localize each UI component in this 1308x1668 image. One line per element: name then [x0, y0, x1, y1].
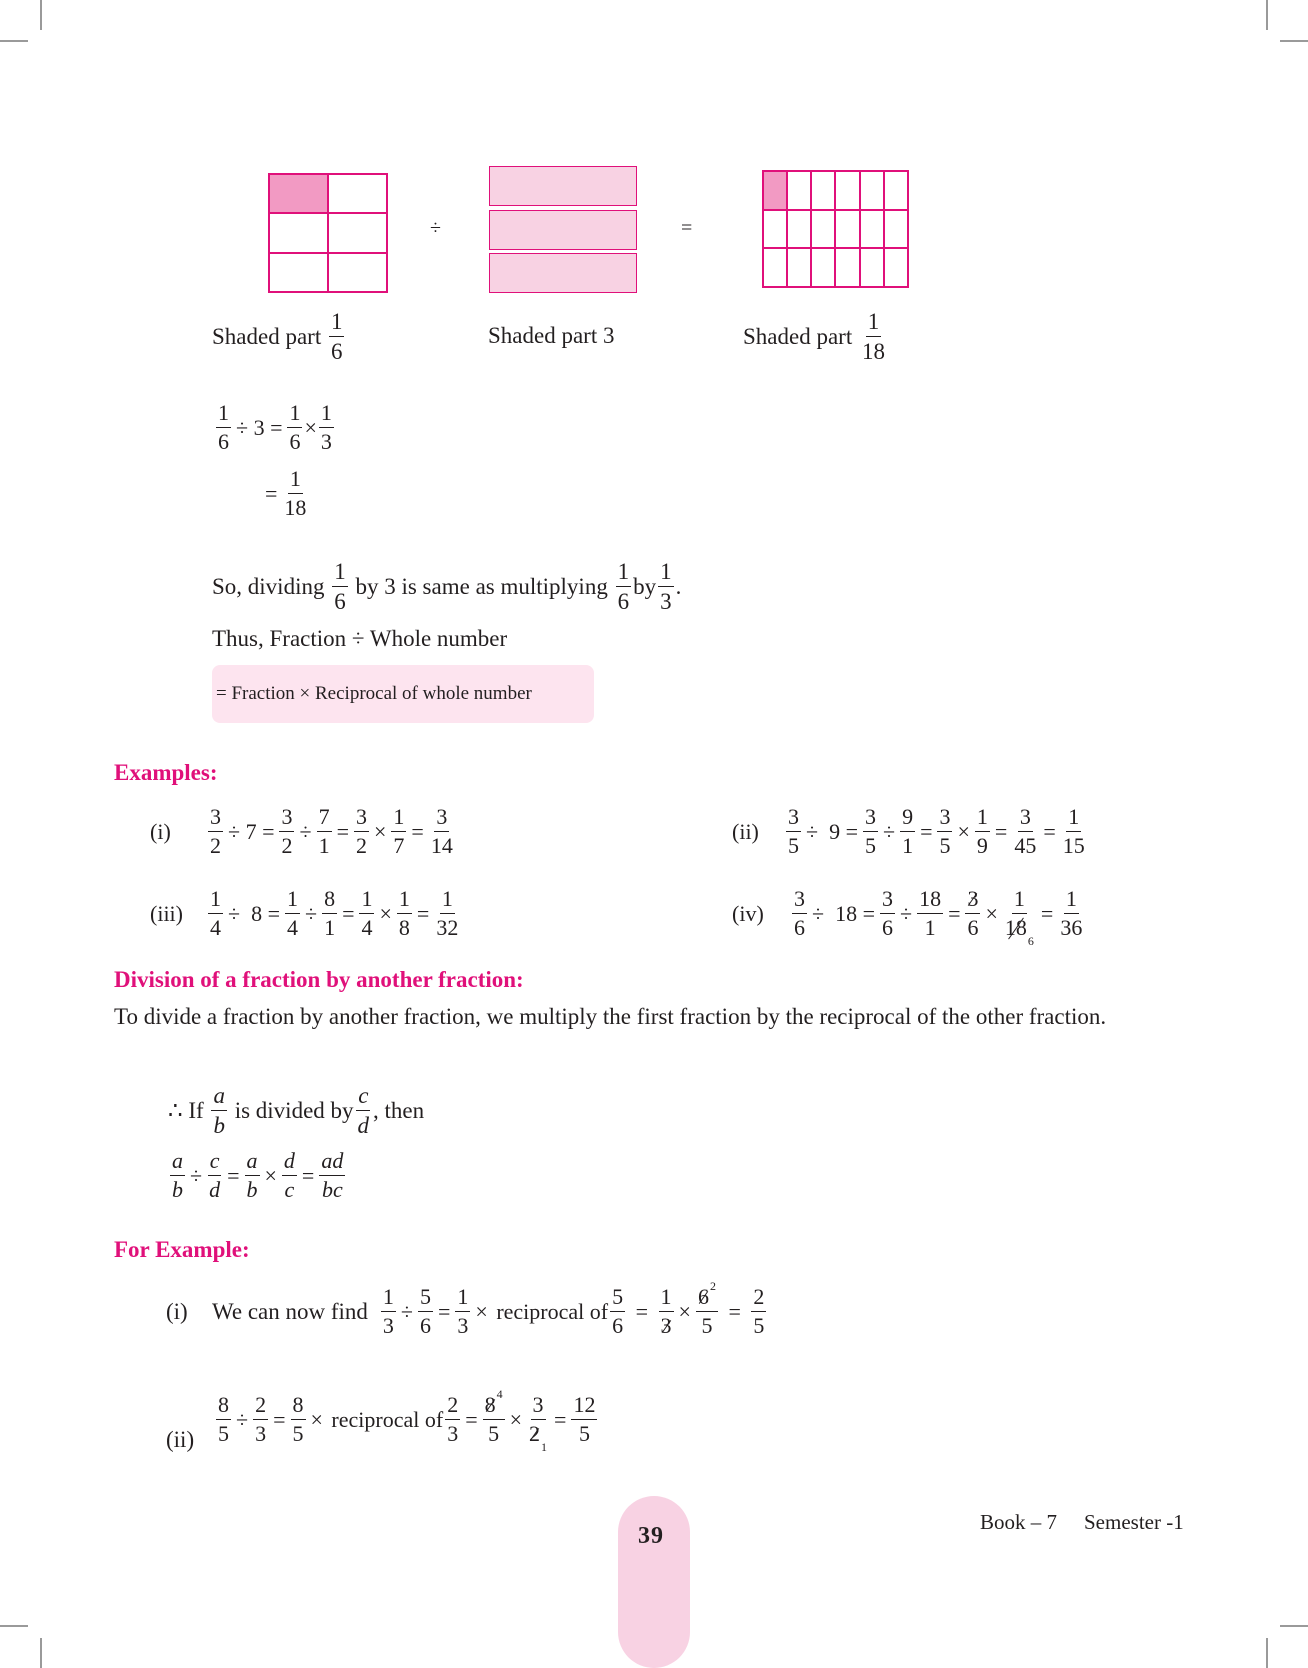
crop-mark	[1280, 1625, 1308, 1627]
general-formula: $\frac{a}{b}$ ÷ $\frac{c}{d}$ = $\frac{a}{b}$ × $\frac{d}{c}$ = $\frac{ad}{bc}$	[172, 1148, 344, 1202]
divide-symbol: ÷	[430, 217, 441, 239]
division-heading: Division of a fraction by another fraction:	[114, 967, 524, 992]
semester-label: Semester -1	[1084, 1510, 1184, 1534]
dividing-statement: So, dividing 1 6 by 3 is same as multiplying 1 6 by 1 3 .	[212, 559, 682, 614]
grid-cell	[860, 171, 884, 210]
crop-mark	[0, 1625, 28, 1627]
whole-bar	[489, 166, 637, 206]
crop-mark	[1280, 40, 1308, 42]
caption-label: Shaded part	[212, 324, 322, 349]
grid-cell	[884, 171, 908, 210]
grid-cell	[328, 253, 387, 292]
grid-cell	[269, 253, 328, 292]
derivation-line-2: = $\frac{1}{18}$	[265, 466, 307, 520]
grid-cell	[763, 248, 787, 287]
grid-cell	[811, 171, 835, 210]
grid-cell	[787, 210, 811, 249]
example-ii: (ii) $\frac{3}{5}$ ÷ 9 = $\frac{3}{5}$ ÷ $\frac{9}{1}$ = $\frac{3}{5}$ × $\frac{1}{9}$ = $\frac{3}{45}$ = $\frac{1}{15}$	[732, 804, 1085, 858]
shaded-cell	[763, 171, 787, 210]
caption-one-eighteenth	[743, 310, 889, 363]
grid-cell	[811, 210, 835, 249]
fraction: 1 6	[330, 309, 343, 364]
for-example-i: (i) We can now find $\frac{1}{3}$ ÷ $\frac{5}{6}$ = $\frac{1}{3}$ × reciprocal of $\frac{5}{6}$ = $\frac{1}{3}$ × $\frac{6^2}{5}$ = $\frac{2}{5}$	[166, 1279, 765, 1338]
whole-bar	[489, 253, 637, 293]
grid-cell	[328, 174, 387, 213]
grid-cell	[811, 248, 835, 287]
one-eighteenth-grid	[762, 170, 909, 288]
division-text: To divide a fraction by another fraction, we multiply the first fraction by the reciprocal of the other fraction.	[114, 1004, 1107, 1029]
grid-cell	[884, 210, 908, 249]
equals-symbol: =	[681, 217, 693, 239]
grid-cell	[269, 213, 328, 252]
book-label: Book – 7	[980, 1510, 1058, 1534]
crop-mark	[1266, 0, 1268, 30]
grid-cell	[763, 210, 787, 249]
thus-line: Thus, Fraction ÷ Whole number	[212, 626, 508, 651]
grid-cell	[328, 213, 387, 252]
examples-heading: Examples:	[114, 760, 218, 785]
grid-cell	[787, 171, 811, 210]
crop-mark	[40, 1638, 42, 1668]
whole-bar	[489, 210, 637, 250]
one-sixth-grid	[268, 173, 388, 293]
caption-label: Shaded part	[743, 324, 853, 349]
page-tab	[618, 1496, 690, 1668]
caption-one-sixth	[212, 310, 346, 363]
grid-cell	[884, 248, 908, 287]
grid-cell	[835, 210, 859, 249]
shaded-cell	[269, 174, 328, 213]
crop-mark	[40, 0, 42, 30]
grid-cell	[835, 248, 859, 287]
example-i: (i) $\frac{3}{2}$ ÷ 7 = $\frac{3}{2}$ ÷ $\frac{7}{1}$ = $\frac{3}{2}$ × $\frac{1}{7}$ = $\frac{3}{14}$	[150, 804, 453, 858]
general-if: ∴ If a b is divided by c d , then	[168, 1083, 425, 1138]
grid-cell	[787, 248, 811, 287]
fraction: 1 18	[861, 309, 885, 364]
crop-mark	[1266, 1638, 1268, 1668]
example-iv: (iv) $\frac{3}{6}$ ÷ 18 = $\frac{3}{6}$ ÷ $\frac{18}{1}$ = $\frac{3}{6}$ × $\frac{1}{18_6}$ = $\frac{1}{36}$	[732, 886, 1083, 948]
for-example-heading: For Example:	[114, 1237, 250, 1262]
crop-mark	[0, 40, 28, 42]
caption-three: Shaded part 3	[488, 323, 615, 348]
rule-text: = Fraction × Reciprocal of whole number	[216, 683, 532, 704]
grid-cell	[835, 171, 859, 210]
grid-cell	[860, 210, 884, 249]
for-example-ii: (ii) $\frac{8}{5}$ ÷ $\frac{2}{3}$ = $\frac{8}{5}$ × reciprocal of $\frac{2}{3}$ = $\frac{8^4}{5}$ × $\frac{3}{2_1}$ = $\frac{12}{5}$	[166, 1387, 596, 1454]
grid-cell	[860, 248, 884, 287]
page-number: 39	[638, 1523, 664, 1549]
rule-box	[212, 665, 594, 723]
derivation-line-1: $\frac{1}{6}$ ÷ 3 = $\frac{1}{6}$ × $\frac{1}{3}$	[218, 400, 332, 454]
example-iii: (iii) $\frac{1}{4}$ ÷ 8 = $\frac{1}{4}$ ÷ $\frac{8}{1}$ = $\frac{1}{4}$ × $\frac{1}{8}$ = $\frac{1}{32}$	[150, 886, 459, 940]
